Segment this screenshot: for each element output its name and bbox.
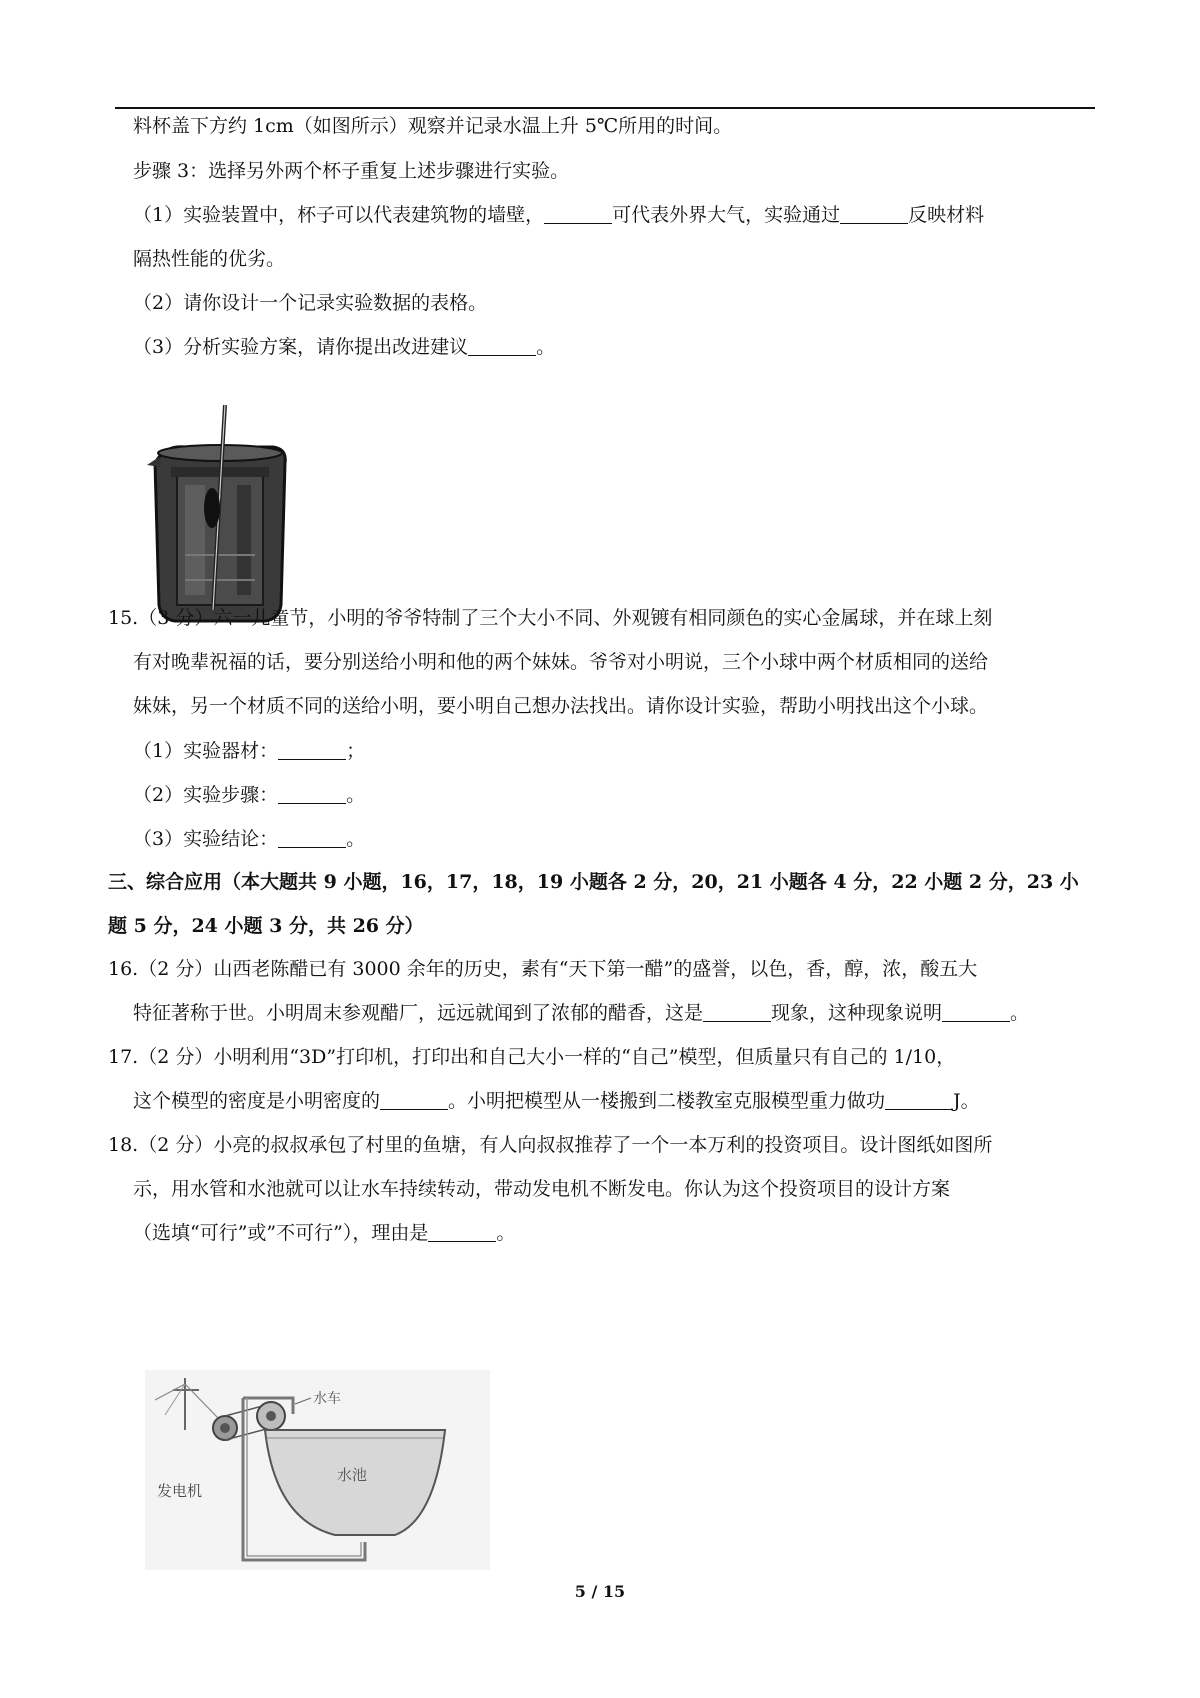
question-14-part-3: （3）分析实验方案，请你提出改进建议 。 bbox=[133, 336, 556, 358]
waterwheel-label: 水车 bbox=[313, 1391, 341, 1407]
text-line: 妹妹，另一个材质不同的送给小明，要小明自己想办法找出。请你设计实验，帮助小明找出这个小球。 bbox=[133, 695, 989, 717]
answer-blank[interactable] bbox=[703, 1003, 771, 1022]
pool-label: 水池 bbox=[337, 1466, 368, 1484]
question-15-part-3: （3）实验结论： 。 bbox=[133, 828, 366, 850]
section-heading-cont: 题 5 分，24 小题 3 分，共 26 分） bbox=[108, 915, 424, 937]
answer-blank[interactable] bbox=[278, 741, 346, 760]
text-line: 有对晚辈祝福的话，要分别送给小明和他的两个妹妹。爷爷对小明说，三个小球中两个材质相同的送给 bbox=[133, 651, 989, 673]
question-15-part-2: （2）实验步骤： 。 bbox=[133, 784, 366, 806]
water-wheel-figure bbox=[145, 1370, 490, 1570]
answer-blank[interactable] bbox=[544, 205, 612, 224]
answer-blank[interactable] bbox=[942, 1003, 1010, 1022]
question-14-part-1: （1）实验装置中，杯子可以代表建筑物的墙壁， 可代表外界大气，实验通过 反映材料 bbox=[133, 204, 985, 226]
question-14-part-2: （2）请你设计一个记录实验数据的表格。 bbox=[133, 292, 488, 314]
question-15-stem: 15.（3 分）六一儿童节，小明的爷爷特制了三个大小不同、外观镀有相同颜色的实心金属球，并在球上刻 bbox=[108, 607, 993, 629]
answer-blank[interactable] bbox=[278, 785, 346, 804]
text-line: 示，用水管和水池就可以让水车持续转动，带动发电机不断发电。你认为这个投资项目的设计方案 bbox=[133, 1178, 951, 1200]
answer-blank[interactable] bbox=[278, 829, 346, 848]
text-line: 特征著称于世。小明周末参观醋厂，远远就闻到了浓郁的醋香，这是 现象，这种现象说明 。 bbox=[133, 1002, 1030, 1024]
question-17-stem: 17.（2 分）小明利用“3D”打印机，打印出和自己大小一样的“自己”模型，但质量只有自己的 1/10， bbox=[108, 1046, 956, 1068]
answer-blank[interactable] bbox=[468, 337, 536, 356]
answer-blank[interactable] bbox=[840, 205, 908, 224]
step-3: 步骤 3：选择另外两个杯子重复上述步骤进行实验。 bbox=[133, 160, 570, 182]
text-line: 这个模型的密度是小明密度的 。小明把模型从一楼搬到二楼教室克服模型重力做功 J。 bbox=[133, 1090, 980, 1112]
text-line: 料杯盖下方约 1cm（如图所示）观察并记录水温上升 5℃所用的时间。 bbox=[133, 115, 733, 137]
answer-blank[interactable] bbox=[380, 1091, 448, 1110]
beaker-figure bbox=[145, 405, 295, 635]
page-number: 5 / 15 bbox=[574, 1582, 626, 1601]
header-rule bbox=[115, 107, 1095, 109]
question-18-stem: 18.（2 分）小亮的叔叔承包了村里的鱼塘，有人向叔叔推荐了一个一本万利的投资项目。设计图纸如图所 bbox=[108, 1134, 993, 1156]
text-line: 隔热性能的优劣。 bbox=[133, 248, 286, 270]
section-heading: 三、综合应用（本大题共 9 小题，16，17，18，19 小题各 2 分，20，21 小题各 4 分，22 小题 2 分，23 小 bbox=[108, 871, 1079, 893]
answer-blank[interactable] bbox=[428, 1223, 496, 1242]
text-line: （选填“可行”或”不可行”），理由是 。 bbox=[133, 1222, 516, 1244]
question-15-part-1: （1）实验器材： ； bbox=[133, 740, 366, 762]
generator-label: 发电机 bbox=[157, 1482, 203, 1500]
question-16-stem: 16.（2 分）山西老陈醋已有 3000 余年的历史，素有“天下第一醋”的盛誉，以色，香，醇，浓，酸五大 bbox=[108, 958, 978, 980]
answer-blank[interactable] bbox=[885, 1091, 953, 1110]
